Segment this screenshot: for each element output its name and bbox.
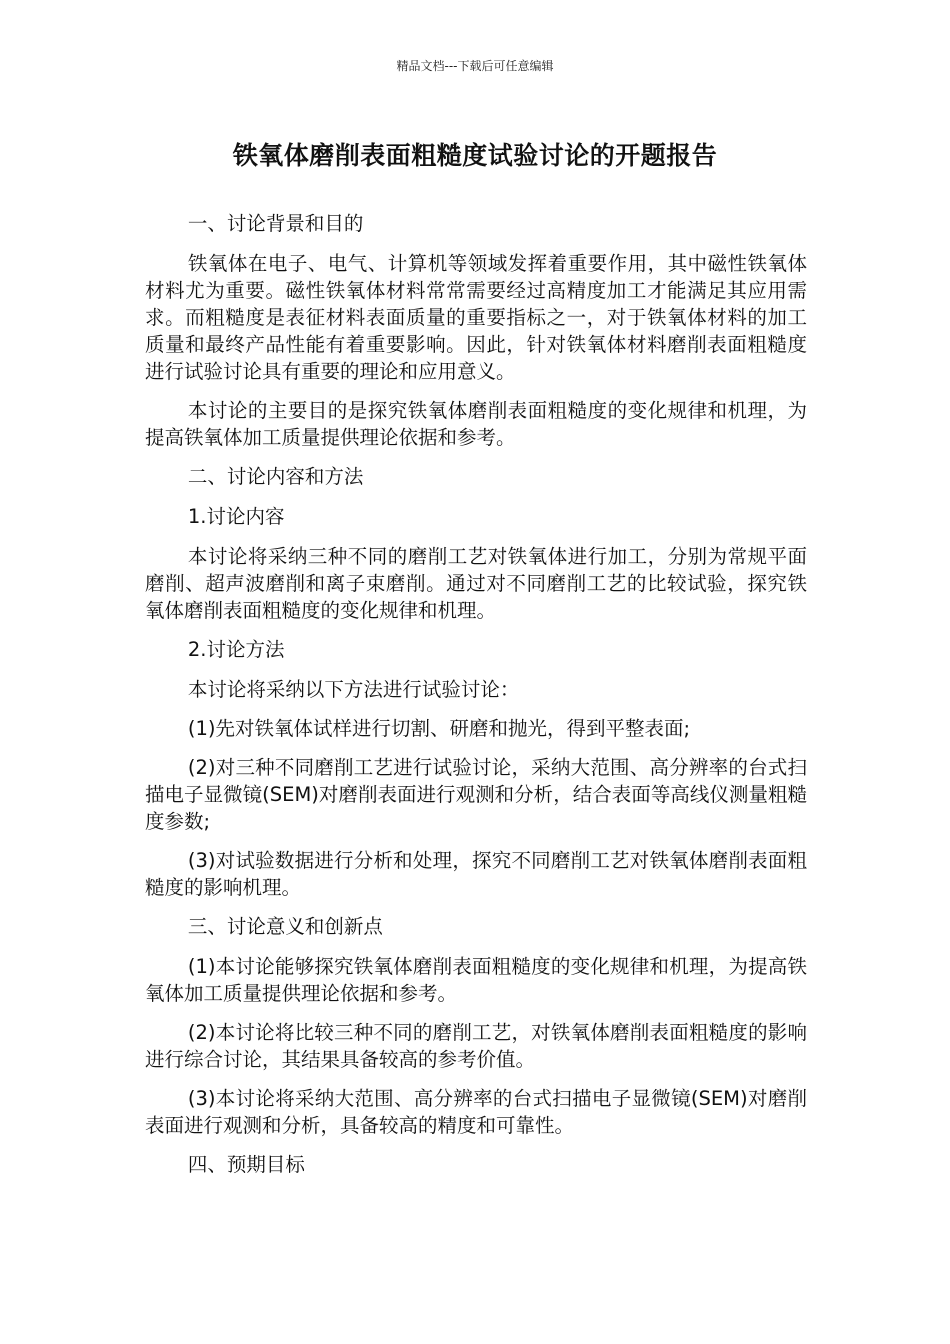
document-title: 铁氧体磨削表面粗糙度试验讨论的开题报告 [232,141,718,170]
document-body [145,210,807,1191]
list-item-significance-1: (1)本讨论能够探究铁氧体磨削表面粗糙度的变化规律和机理，为提高铁氧体加工质量提供理论依据和参考。 [145,955,807,1005]
list-item-significance-2: (2)本讨论将比较三种不同的磨削工艺，对铁氧体磨削表面粗糙度的影响进行综合讨论，其结果具备较高的参考价值。 [145,1021,807,1071]
list-item-method-2: (2)对三种不同磨削工艺进行试验讨论，采纳大范围、高分辨率的台式扫描电子显微镜(SEM)对磨削表面进行观测和分析，结合表面等高线仪测量粗糙度参数; [145,756,807,833]
list-item-method-3: (3)对试验数据进行分析和处理，探究不同磨削工艺对铁氧体磨削表面粗糙度的影响机理。 [145,849,807,899]
subheading-method: 2.讨论方法 [187,638,285,661]
section-heading-background: 一、讨论背景和目的 [187,212,364,235]
subheading-content: 1.讨论内容 [187,505,285,528]
list-item-method-1: (1)先对铁氧体试样进行切割、研磨和抛光，得到平整表面; [187,717,691,740]
paragraph-purpose: 本讨论的主要目的是探究铁氧体磨削表面粗糙度的变化规律和机理，为提高铁氧体加工质量提供理论依据和参考。 [145,399,807,449]
page-header: 精品文档---下载后可任意编辑 [396,59,554,73]
section-heading-significance: 三、讨论意义和创新点 [187,915,383,938]
paragraph-content: 本讨论将采纳三种不同的磨削工艺对铁氧体进行加工，分别为常规平面磨削、超声波磨削和离子束磨削。通过对不同磨削工艺的比较试验，探究铁氧体磨削表面粗糙度的变化规律和机理。 [145,545,807,622]
list-item-significance-3: (3)本讨论将采纳大范围、高分辨率的台式扫描电子显微镜(SEM)对磨削表面进行观测和分析，具备较高的精度和可靠性。 [145,1087,807,1137]
section-heading-goals: 四、预期目标 [187,1153,305,1176]
paragraph-background: 铁氧体在电子、电气、计算机等领域发挥着重要作用，其中磁性铁氧体材料尤为重要。磁性铁氧体材料常常需要经过高精度加工才能满足其应用需求。而粗糙度是表征材料表面质量的重要指标之一，对于铁氧体材料的加工质量和最终产品性能有着重要影响。因此，针对铁氧体材料磨削表面粗糙度进行试验讨论具有重要的理论和应用意义。 [145,252,807,383]
paragraph-method-intro: 本讨论将采纳以下方法进行试验讨论： [187,678,520,701]
section-heading-content-method: 二、讨论内容和方法 [187,465,364,488]
